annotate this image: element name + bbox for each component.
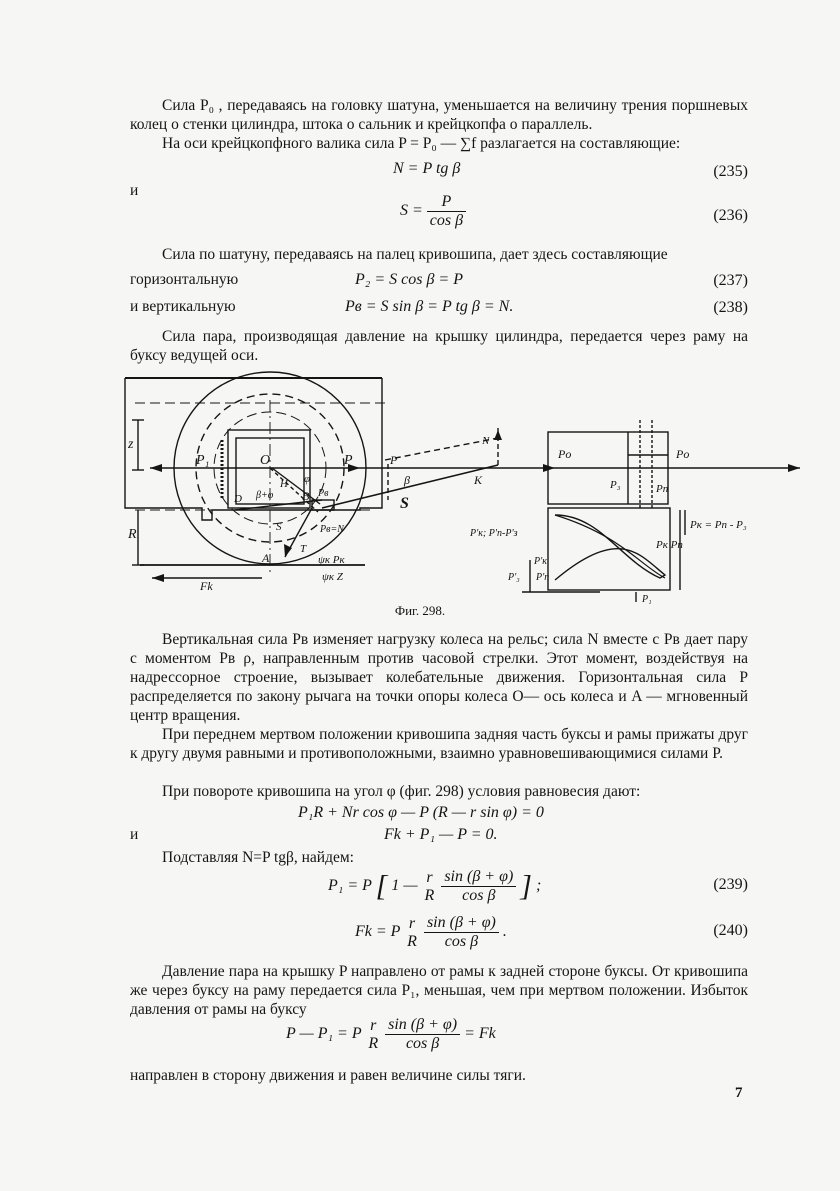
bracket-open: [	[375, 869, 388, 903]
paragraph-1: Сила P₀ , передаваясь на головку шатуна, уменьшается на величину трения поршневых колец о стенки цилиндра, штока о сальник и крейцкопфа о параллель.	[130, 97, 748, 133]
fraction-r-R	[404, 915, 420, 951]
fig-label-A: A	[262, 551, 270, 565]
equation-number-236: (236)	[713, 207, 748, 224]
fig-label-P1: P₁	[196, 453, 210, 468]
r: r	[426, 868, 433, 886]
equation-240-tail: .	[502, 923, 507, 941]
fig-label-D: D	[234, 493, 242, 505]
label-and: и	[130, 182, 139, 199]
equation-excess-rhs: = Fk	[464, 1025, 496, 1043]
fig-label-z: z	[128, 437, 134, 452]
equation-239-tail: ;	[535, 877, 542, 895]
fig-label-Pb: Pв	[318, 488, 329, 499]
fig-label-phi: φ	[304, 473, 311, 485]
equation-number-240: (240)	[713, 922, 748, 939]
equation-239-lhs: P₁ = P	[328, 877, 372, 895]
fig-label-Fk: Fk	[200, 579, 213, 593]
paragraph-10: направлен в сторону движения и равен величине силы тяги.	[130, 1067, 526, 1084]
paragraph-2: На оси крейцкопфного валика сила P = P₀ — ∑f разлагается на составляющие:	[162, 135, 681, 152]
bracket-close: ]	[520, 869, 532, 903]
fig-label-Pn: Pп	[656, 483, 669, 495]
fig-label-P: P	[344, 453, 353, 468]
equation-239	[328, 868, 541, 905]
fig-label-Pk-eq: Pк = Pп - P₃	[690, 519, 747, 531]
fig-label-S-small: S	[276, 521, 282, 533]
paragraph-6: При переднем мертвом положении кривошипа задняя часть буксы и рамы прижаты друг к другу двумя равными и противоположными, взаимно уравновешивающимися силами P.	[130, 726, 748, 762]
fig-label-beta: β	[404, 473, 410, 487]
fig-label-S-rod: S	[400, 495, 409, 512]
equation-sum: Fk + P₁ — P = 0.	[384, 826, 498, 843]
equation-238: Pв = S sin β = P tg β = N.	[345, 298, 514, 315]
fig-label-Po-cyl: Pо	[558, 447, 572, 461]
fig-label-T: T	[300, 543, 307, 555]
fig-label-P3: P₃	[610, 479, 621, 491]
fig-label-Pk-Pn: Pк Pп	[656, 539, 683, 551]
denominator: cos β	[429, 212, 464, 229]
equation-excess-lhs: P — P₁ = P	[286, 1025, 362, 1043]
equation-240	[355, 914, 507, 951]
r: r	[408, 914, 416, 932]
paragraph-8: Подставляя N=P tgβ, найдем:	[162, 849, 354, 866]
paragraph-3: Сила по шатуну, передаваясь на палец кривошипа, дает здесь составляющие	[162, 246, 668, 263]
denominator: cos β	[444, 933, 479, 950]
denominator: cos β	[462, 887, 496, 904]
paragraph-4: Сила пара, производящая давление на крышку цилиндра, передается через раму на буксу ведущей оси.	[130, 328, 748, 364]
equation-number-235: (235)	[713, 163, 748, 180]
fraction	[427, 193, 466, 230]
figure-298	[0, 360, 840, 605]
label-and-2: и	[130, 826, 139, 843]
fig-label-K: K	[474, 473, 483, 487]
paragraph-9: Давление пара на крышку P направлено от рамы к задней стороне буксы. От кривошипа же через буксу на раму передается сила P₁, меньшая, чем при мертвом положении. Избыток давления от рамы на буксу	[130, 963, 748, 1018]
R: R	[424, 886, 435, 904]
figure-caption: Фиг. 298.	[394, 603, 446, 618]
numerator: sin (β + φ)	[441, 868, 516, 887]
fraction-sin	[441, 868, 516, 905]
equation-moment: P₁R + Nr cos φ — P (R — r sin φ) = 0	[298, 804, 544, 821]
fig-label-P-rod: P	[390, 453, 398, 467]
fig-label-B: B	[302, 489, 310, 503]
fig-label-pn-small: P'п	[536, 572, 550, 583]
denominator: cos β	[405, 1035, 440, 1052]
equation-number-237: (237)	[713, 272, 748, 289]
numerator: sin (β + φ)	[424, 914, 499, 933]
equation-240-lhs: Fk = P	[355, 923, 401, 941]
fig-label-p3-small: P'₃	[508, 572, 520, 583]
label-horizontal: горизонтальную	[130, 271, 239, 288]
equation-excess	[286, 1016, 496, 1053]
equation-239-inner: 1 —	[391, 877, 418, 895]
label-vertical: и вертикальную	[130, 298, 236, 315]
fraction-sin	[424, 914, 499, 951]
fig-label-psiZ: ψк Z	[322, 571, 343, 583]
fraction-r-R	[365, 1017, 381, 1053]
fig-label-left-combo: P'к; P'п-P'з	[470, 528, 518, 539]
paragraph-5: Вертикальная сила Pв изменяет нагрузку колеса на рельс; сила N вместе с Pв дает пару с моментом Pв ρ, направленным против часовой стрелки. Этот момент, воздействуя на надрессорное строение, вызывает колебательные движения. Горизонтальная сила P распределяется по закону рычага на точки опоры колеса O— ось колеса и A — мгновенный центр вращения.	[130, 631, 748, 724]
numerator: P	[427, 193, 466, 212]
fig-label-H: H	[280, 478, 288, 490]
fig-label-R: R	[128, 527, 137, 542]
r: r	[370, 1016, 377, 1034]
page-number: 7	[735, 1085, 743, 1101]
fig-label-O: O	[260, 453, 271, 468]
R: R	[407, 932, 417, 950]
equation-237: P₂ = S cos β = P	[355, 271, 463, 288]
fig-label-pk-small: P'к	[534, 556, 547, 567]
R: R	[368, 1034, 379, 1052]
numerator: sin (β + φ)	[385, 1016, 460, 1035]
equation-number-238: (238)	[713, 299, 748, 316]
paragraph-7: При повороте кривошипа на угол φ (фиг. 298) условия равновесия дают:	[162, 783, 641, 800]
equation-number-239: (239)	[713, 876, 748, 893]
fig-label-p1-bottom: P₁	[642, 594, 652, 605]
equation-235: N = P tg β	[393, 160, 461, 177]
fig-label-Pb-N: Pв=N	[320, 524, 344, 535]
fig-label-Po-right: Pо	[676, 447, 690, 461]
fig-label-psiPk: ψк Pк	[318, 554, 345, 566]
fig-label-beta-phi: β+φ	[256, 490, 274, 501]
fraction-sin	[385, 1016, 460, 1053]
equation-236-lhs: S =	[400, 202, 423, 220]
fig-label-N: N	[482, 435, 490, 447]
fraction-r-R	[422, 869, 438, 905]
equation-236	[400, 193, 466, 230]
